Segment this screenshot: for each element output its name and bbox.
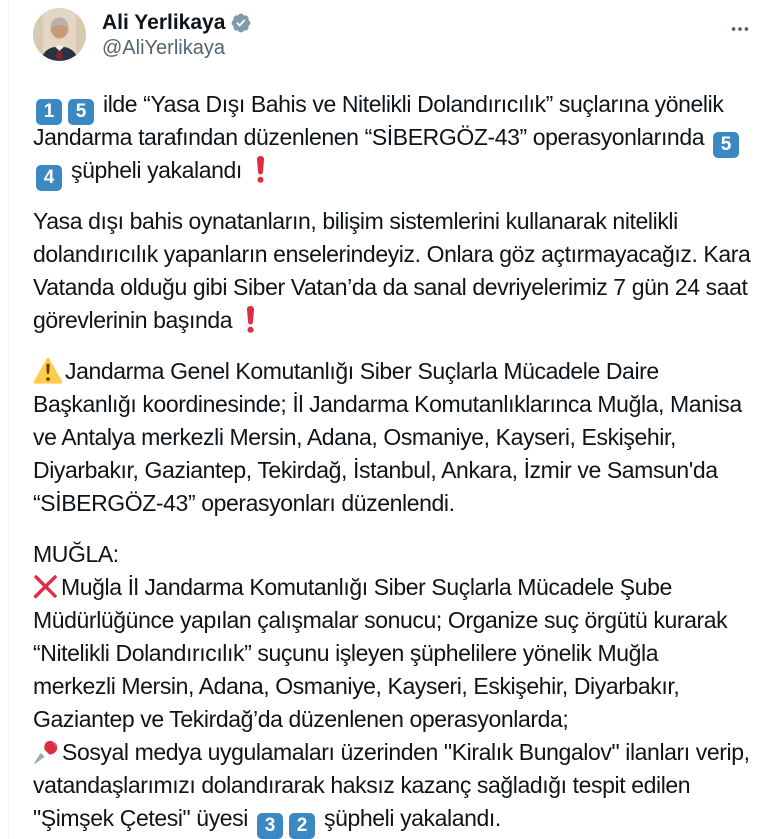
display-name: Ali Yerlikaya: [102, 11, 226, 34]
red-exclamation-emoji: [254, 156, 267, 183]
tweet-line: [33, 487, 755, 520]
text-run: MUĞLA:: [33, 541, 119, 567]
tweet-line: [33, 304, 755, 337]
tweet-line: [33, 736, 755, 769]
tweet-line: [33, 205, 755, 238]
pushpin-emoji: [33, 738, 60, 765]
tweet-line: [33, 271, 755, 304]
tweet-line: [33, 703, 755, 736]
verified-badge-icon: [230, 12, 252, 34]
tweet-line: [33, 421, 755, 454]
text-run: merkezli Mersin, Adana, Osmaniye, Kayseri, Eskişehir, Diyarbakır,: [33, 673, 680, 699]
keycap-digit-emoji: 1: [36, 99, 62, 125]
text-run: Muğla İl Jandarma Komutanlığı Siber Suçlarla Mücadele Şube: [61, 574, 672, 600]
tweet-text: [33, 88, 755, 835]
tweet-line: [33, 355, 755, 388]
text-run: ve Antalya merkezli Mersin, Adana, Osmaniye, Kayseri, Eskişehir,: [33, 424, 676, 450]
tweet-line: [33, 802, 755, 835]
tweet-paragraph: [33, 355, 755, 520]
tweet-line: [33, 88, 755, 121]
tweet-line: [33, 670, 755, 703]
text-run: Vatanda olduğu gibi Siber Vatan’da da sanal devriyelerimiz 7 gün 24 saat: [33, 274, 748, 300]
tweet-line: [33, 454, 755, 487]
text-run: dolandırıcılık yapanların enselerindeyiz. Onlara göz açtırmayacağız. Kara: [33, 241, 751, 267]
tweet-line: [33, 769, 755, 802]
warning-emoji: [33, 357, 63, 384]
profile-photo-icon: [33, 8, 86, 61]
more-button[interactable]: [723, 12, 757, 46]
name-row[interactable]: [102, 9, 252, 36]
tweet-line: [33, 154, 755, 187]
user-info: [102, 8, 252, 61]
keycap-digit-emoji: 5: [713, 132, 739, 158]
tweet-header: [33, 8, 755, 61]
avatar[interactable]: [33, 8, 86, 61]
text-run: şüpheli yakalandı: [65, 157, 248, 183]
tweet-paragraph: [33, 88, 755, 187]
text-run: Müdürlüğünce yapılan çalışmalar sonucu; Organize suç örgütü kurarak: [33, 607, 728, 633]
text-run: Jandarma tarafından düzenlenen “SİBERGÖZ-43” operasyonlarında: [33, 124, 711, 150]
text-run: “Nitelikli Dolandırıcılık” suçunu işleyen şüphelilere yönelik Muğla: [33, 640, 659, 666]
cross-mark-emoji: [33, 574, 58, 599]
text-run: "Şimşek Çetesi" üyesi: [33, 805, 254, 831]
text-run: Diyarbakır, Gaziantep, Tekirdağ, İstanbul, Ankara, İzmir ve Samsun'da: [33, 457, 718, 483]
tweet-paragraph: [33, 538, 755, 835]
text-run: Jandarma Genel Komutanlığı Siber Suçlarla Mücadele Daire: [65, 358, 659, 384]
tweet-line: [33, 604, 755, 637]
user-handle[interactable]: @AliYerlikaya: [102, 37, 225, 59]
keycap-digit-emoji: 4: [36, 165, 62, 191]
more-horizontal-icon: [729, 18, 751, 40]
text-run: şüpheli yakalandı.: [318, 805, 501, 831]
tweet-paragraph: [33, 205, 755, 337]
text-run: görevlerinin başında: [33, 307, 239, 333]
text-run: Başkanlığı koordinesinde; İl Jandarma Komutanlıklarınca Muğla, Manisa: [33, 391, 742, 417]
tweet-line: [33, 121, 755, 154]
keycap-digit-emoji: 2: [289, 813, 315, 839]
text-run: ilde “Yasa Dışı Bahis ve Nitelikli Dolandırıcılık” suçlarına yönelik: [97, 91, 724, 117]
text-run: Sosyal medya uygulamaları üzerinden "Kiralık Bungalov" ilanları verip,: [62, 739, 750, 765]
keycap-digit-emoji: 5: [68, 99, 94, 125]
text-run: “SİBERGÖZ-43” operasyonları düzenlendi.: [33, 490, 455, 516]
tweet-line: [33, 571, 755, 604]
keycap-digit-emoji: 3: [257, 813, 283, 839]
text-run: vatandaşlarımızı dolandırarak haksız kazanç sağladığı tespit edilen: [33, 772, 691, 798]
text-run: Gaziantep ve Tekirdağ’da düzenlenen operasyonlarda;: [33, 706, 569, 732]
tweet-line: [33, 637, 755, 670]
tweet-line: [33, 238, 755, 271]
red-exclamation-emoji: [244, 306, 257, 333]
main-column: [8, 0, 781, 839]
text-run: Yasa dışı bahis oynatanların, bilişim sistemlerini kullanarak nitelikli: [33, 208, 678, 234]
tweet-line: [33, 388, 755, 421]
tweet-line: [33, 538, 755, 571]
